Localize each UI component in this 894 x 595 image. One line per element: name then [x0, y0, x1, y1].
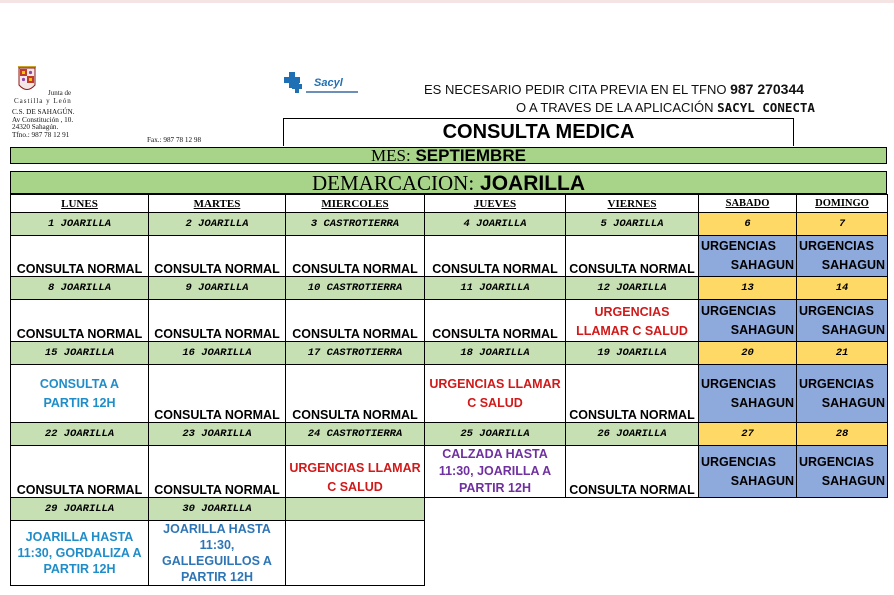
schedule-cell-urgencias: URGENCIAS LLAMAR C SALUD — [286, 446, 425, 498]
blank-cell — [425, 521, 566, 586]
junta-line1: Junta de — [48, 89, 72, 97]
date-row — [11, 277, 888, 300]
centre-address: Av Constitución , 10. — [12, 115, 74, 124]
centre-name: C.S. DE SAHAGÚN. — [12, 108, 75, 116]
page-title: CONSULTA MEDICA — [283, 118, 794, 146]
weekend-line2: SAHAGUN — [821, 258, 885, 272]
date-cell: 10 CASTROTIERRA — [286, 277, 425, 300]
weekday-header: VIERNES — [566, 195, 699, 213]
top-border — [0, 0, 894, 3]
sacyl-brand: Sacyl — [314, 77, 343, 89]
date-row — [11, 213, 888, 236]
date-cell: 4 JOARILLA — [425, 213, 566, 236]
date-cell: 2 JOARILLA — [149, 213, 286, 236]
date-cell: 3 CASTROTIERRA — [286, 213, 425, 236]
date-cell: 24 CASTROTIERRA — [286, 423, 425, 446]
date-cell: 19 JOARILLA — [566, 342, 699, 365]
weekend-date-cell: 20 — [699, 342, 797, 365]
notice-prefix2: O A TRAVES DE LA APLICACIÓN — [516, 100, 714, 115]
schedule-cell: CONSULTA NORMAL — [149, 236, 286, 277]
weekday-header: MARTES — [149, 195, 286, 213]
date-cell: 30 JOARILLA — [149, 498, 286, 521]
date-cell: 29 JOARILLA — [11, 498, 149, 521]
date-cell: 22 JOARILLA — [11, 423, 149, 446]
weekend-urgencias-cell — [797, 236, 888, 277]
date-cell: 26 JOARILLA — [566, 423, 699, 446]
notice-app: SACYL CONECTA — [717, 100, 815, 115]
schedule-cell: CONSULTA NORMAL — [11, 236, 149, 277]
content-row — [11, 236, 888, 277]
notice-line2 — [516, 100, 815, 115]
blank-cell — [566, 521, 699, 586]
notice-line1 — [424, 81, 804, 97]
weekend-date-cell: 28 — [797, 423, 888, 446]
weekend-date-cell: 13 — [699, 277, 797, 300]
schedule-cell-split: JOARILLA HASTA 11:30, GORDALIZA A PARTIR 12H — [11, 521, 149, 586]
content-row — [11, 300, 888, 342]
weekend-line1: URGENCIAS — [701, 303, 777, 318]
weekend-line1: URGENCIAS — [799, 454, 875, 469]
weekday-header-row — [11, 195, 888, 213]
date-cell: 12 JOARILLA — [566, 277, 699, 300]
schedule-cell: CONSULTA NORMAL — [566, 446, 699, 498]
date-cell: 1 JOARILLA — [11, 213, 149, 236]
demarcation-label: DEMARCACION: — [311, 171, 475, 195]
schedule-cell-urgencias: URGENCIAS LLAMAR C SALUD — [425, 365, 566, 423]
schedule-cell: CONSULTA NORMAL — [286, 300, 425, 342]
blank-cell — [699, 521, 797, 586]
date-cell: 25 JOARILLA — [425, 423, 566, 446]
weekend-line1: URGENCIAS — [701, 376, 777, 391]
weekend-line2: SAHAGUN — [821, 395, 885, 410]
weekend-line2: SAHAGUN — [730, 322, 794, 337]
month-label: MES: — [371, 146, 411, 165]
junta-line2: Castilla y León — [14, 97, 72, 105]
schedule-cell-split: CALZADA HASTA 11:30, JOARILLA A PARTIR 12H — [425, 446, 566, 498]
centre-phone: Tfno.: 987 78 12 91 — [12, 130, 70, 139]
schedule-cell-partial: CONSULTA A PARTIR 12H — [11, 365, 149, 423]
junta-castilla-leon-logo-icon — [14, 63, 40, 97]
weekend-line2: SAHAGUN — [730, 395, 794, 410]
date-cell: 8 JOARILLA — [11, 277, 149, 300]
blank-cell — [699, 498, 797, 521]
date-cell: 15 JOARILLA — [11, 342, 149, 365]
date-cell: 11 JOARILLA — [425, 277, 566, 300]
centre-fax: Fax.: 987 78 12 98 — [147, 136, 202, 144]
centre-city: 24320 Sahagún. — [12, 123, 59, 132]
schedule-cell: CONSULTA NORMAL — [566, 236, 699, 277]
schedule-cell: CONSULTA NORMAL — [286, 236, 425, 277]
blank-cell — [797, 498, 888, 521]
schedule-cell: CONSULTA NORMAL — [286, 365, 425, 423]
weekend-line1: URGENCIAS — [799, 239, 875, 253]
schedule-cell: CONSULTA NORMAL — [11, 446, 149, 498]
date-row — [11, 423, 888, 446]
schedule-cell: CONSULTA NORMAL — [149, 365, 286, 423]
weekend-date-cell: 27 — [699, 423, 797, 446]
demarcation-bar — [10, 171, 887, 194]
schedule-cell: CONSULTA NORMAL — [149, 446, 286, 498]
date-cell: 18 JOARILLA — [425, 342, 566, 365]
weekend-line2: SAHAGUN — [730, 258, 794, 272]
weekend-date-cell: 14 — [797, 277, 888, 300]
date-row — [11, 342, 888, 365]
weekend-urgencias-cell — [797, 446, 888, 498]
schedule-cell: CONSULTA NORMAL — [149, 300, 286, 342]
weekend-urgencias-cell — [797, 300, 888, 342]
weekday-header: LUNES — [11, 195, 149, 213]
date-row — [11, 498, 888, 521]
content-row — [11, 521, 888, 586]
date-cell-empty — [286, 498, 425, 521]
schedule-cell-split: JOARILLA HASTA 11:30, GALLEGUILLOS A PARTIR 12H — [149, 521, 286, 586]
weekend-urgencias-cell — [699, 300, 797, 342]
weekend-date-cell: 21 — [797, 342, 888, 365]
blank-cell — [566, 498, 699, 521]
notice-phone: 987 270344 — [730, 81, 805, 97]
schedule-cell: CONSULTA NORMAL — [11, 300, 149, 342]
date-cell: 5 JOARILLA — [566, 213, 699, 236]
weekend-line1: URGENCIAS — [799, 376, 875, 391]
weekday-header: SABADO — [699, 195, 797, 213]
weekend-line1: URGENCIAS — [701, 239, 777, 253]
centre-info — [12, 109, 75, 139]
sacyl-subtitle-line — [306, 91, 358, 93]
weekend-urgencias-cell — [699, 236, 797, 277]
weekday-header: JUEVES — [425, 195, 566, 213]
weekend-date-cell: 6 — [699, 213, 797, 236]
date-cell: 23 JOARILLA — [149, 423, 286, 446]
schedule-cell-urgencias: URGENCIAS LLAMAR C SALUD — [566, 300, 699, 342]
date-cell: 17 CASTROTIERRA — [286, 342, 425, 365]
weekday-header: DOMINGO — [797, 195, 888, 213]
schedule-cell: CONSULTA NORMAL — [566, 365, 699, 423]
date-cell: 16 JOARILLA — [149, 342, 286, 365]
content-row — [11, 446, 888, 498]
notice-prefix: ES NECESARIO PEDIR CITA PREVIA EN EL TFNO — [424, 82, 727, 97]
schedule-cell-empty — [286, 521, 425, 586]
weekend-line2: SAHAGUN — [821, 322, 885, 337]
demarcation-value: JOARILLA — [480, 172, 586, 195]
content-row — [11, 365, 888, 423]
calendar-table — [10, 194, 888, 586]
weekend-urgencias-cell — [699, 365, 797, 423]
date-cell: 9 JOARILLA — [149, 277, 286, 300]
weekend-line1: URGENCIAS — [701, 454, 777, 469]
schedule-cell: CONSULTA NORMAL — [425, 236, 566, 277]
weekend-date-cell: 7 — [797, 213, 888, 236]
weekend-line2: SAHAGUN — [730, 473, 794, 488]
weekend-urgencias-cell — [699, 446, 797, 498]
schedule-cell: CONSULTA NORMAL — [425, 300, 566, 342]
weekend-line2: SAHAGUN — [821, 473, 885, 488]
blank-cell — [797, 521, 888, 586]
weekday-header: MIERCOLES — [286, 195, 425, 213]
month-bar — [10, 147, 887, 164]
weekend-line1: URGENCIAS — [799, 303, 875, 318]
blank-cell — [425, 498, 566, 521]
month-value: SEPTIEMBRE — [415, 146, 526, 165]
weekend-urgencias-cell — [797, 365, 888, 423]
